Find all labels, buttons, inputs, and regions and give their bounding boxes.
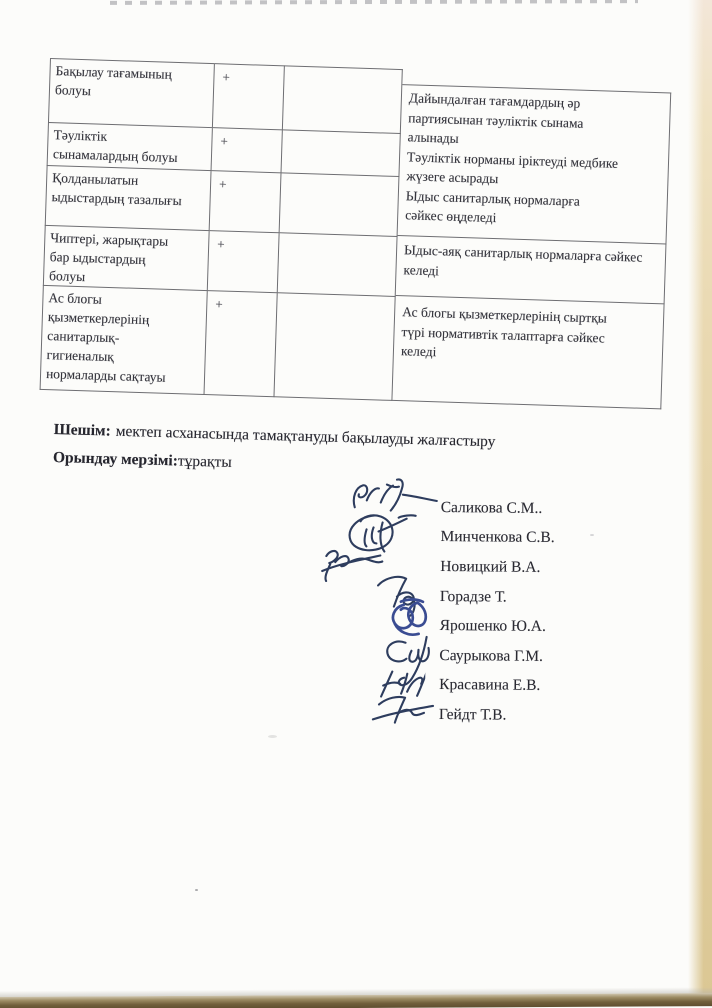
scan-speck bbox=[195, 889, 198, 891]
decision-label: Шешім: bbox=[53, 421, 111, 440]
page-edge bbox=[688, 0, 712, 997]
table-row-label: Тәуліктік сынамалардың болуы bbox=[47, 123, 213, 171]
table-check-mark: + bbox=[208, 231, 280, 293]
signatory-name: Саурыкова Г.М. bbox=[439, 646, 543, 665]
table-empty-cell bbox=[283, 65, 403, 134]
scan-speck bbox=[590, 534, 594, 536]
signature-ink bbox=[371, 688, 435, 727]
table-notes-column bbox=[392, 69, 671, 409]
note-cell-merged bbox=[398, 84, 672, 244]
table-row-label: Қолданылатын ыдыстардың тазалығы bbox=[45, 166, 212, 231]
table-empty-cell bbox=[278, 233, 398, 297]
signatory-name: Горадзе Т. bbox=[439, 587, 507, 606]
note-text: Ас блогы қызметкерлерінің сыртқы түрі нормативтік талаптарға сәйкес келеді bbox=[400, 304, 608, 360]
signatory-name: Гейдт Т.В. bbox=[438, 705, 507, 724]
scan-bottom-edge bbox=[0, 993, 712, 1008]
note-text: Ыдыс-аяқ санитарлық нормаларға сәйкес келеді bbox=[403, 242, 643, 278]
signatory-name: Ярошенко Ю.А. bbox=[439, 617, 546, 636]
table-row-label: Чиптері, жарықтары бар ыдыстардың болуы bbox=[43, 226, 210, 291]
table-check-mark: + bbox=[204, 291, 277, 397]
cut-off-text-artifact bbox=[110, 0, 638, 5]
deadline-label: Орындау мерзімі: bbox=[52, 448, 179, 470]
signature-row bbox=[324, 581, 664, 614]
table-check-mark: + bbox=[212, 128, 283, 173]
signatory-name: Красавина Е.В. bbox=[439, 676, 541, 695]
table-row-label: Ас блогы қызметкерлерінің санитарлық-гигиеналық нормаларды сақтауы bbox=[40, 286, 208, 395]
inspection-table bbox=[40, 58, 672, 409]
note-cell-row5 bbox=[392, 296, 664, 409]
table-empty-cell bbox=[281, 130, 400, 177]
table-check-mark: + bbox=[210, 171, 282, 233]
signatory-name: Новицкий В.А. bbox=[440, 557, 541, 576]
deadline-text: тұрақты bbox=[177, 452, 232, 471]
table-empty-cell bbox=[280, 173, 400, 237]
table-check-mark: + bbox=[213, 63, 285, 130]
signatory-name: Минченкова С.В. bbox=[440, 528, 555, 547]
note-cell-row4 bbox=[396, 236, 667, 304]
note-text: Дайындалған тағамдардың әр партиясынан тәуліктік сынама алынады bbox=[407, 90, 584, 146]
scan-smudge bbox=[268, 735, 277, 738]
decision-text: мектеп асханасында тамақтануды бақылауды жалғастыру bbox=[115, 422, 496, 451]
signatures-block bbox=[323, 478, 665, 732]
table-row-label: Бақылау тағамының болуы bbox=[48, 58, 215, 128]
note-text: Тәуліктік норманы іріктеуді медбике жүзеге асырады bbox=[406, 148, 619, 187]
table-empty-cell bbox=[274, 293, 395, 401]
signature-row bbox=[323, 699, 663, 732]
signatory-name: Саликова С.М.. bbox=[440, 498, 543, 517]
signature-row bbox=[324, 610, 664, 643]
note-text: Ыдыс санитарлық нормаларға сәйкес өңделеді bbox=[405, 187, 581, 226]
